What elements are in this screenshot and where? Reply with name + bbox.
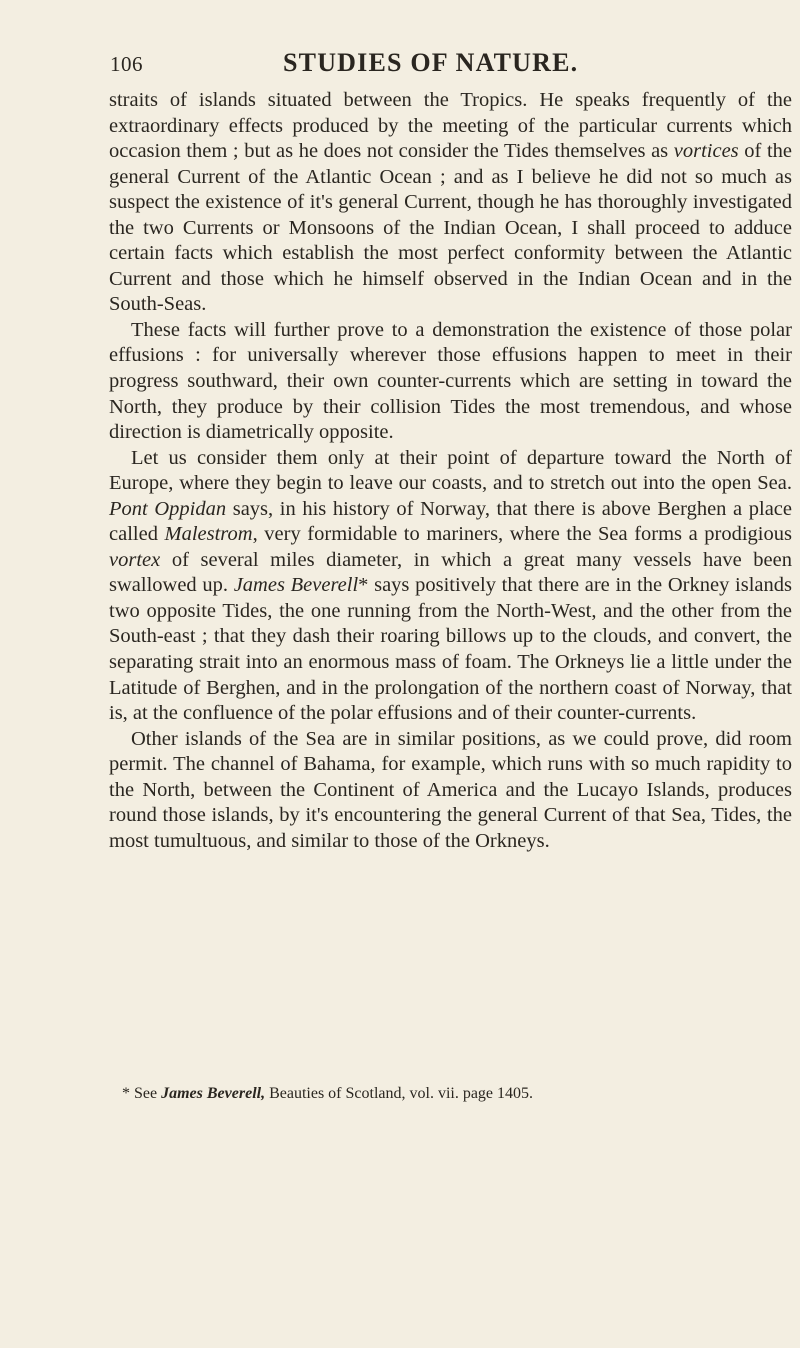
running-head: STUDIES OF NATURE. xyxy=(283,48,579,77)
italic-text: vortices xyxy=(673,140,739,163)
italic-text: Pont Oppidan xyxy=(109,497,227,520)
text-run: Other islands of the Sea are in similar positions, as we could prove, did room permit. The channel of Bahama, for example, which runs with so much rapidity to the North, between the Continent of America and the Lucayo Islands, produces round those islands, by it's encountering the general Current of that Sea, Tides, the most tumultuous, and similar to those of the Orkneys. xyxy=(109,727,792,852)
page-number: 106 xyxy=(110,52,143,76)
paragraph xyxy=(109,318,792,446)
body-text xyxy=(109,88,792,854)
paragraph xyxy=(109,446,792,727)
text-run: of several miles diameter, in which a great many vessels have been swallowed up. xyxy=(109,548,792,597)
page-header xyxy=(0,8,800,77)
footnote xyxy=(122,1084,792,1104)
text-run: of the general Current of the Atlantic Ocean ; and as I believe he did not so much as suspect the existence of it's general Current, though he has thoroughly investigated the two Currents or Monsoons of the Indian Ocean, I shall proceed to adduce certain facts which establish the most perfect conformity between the Atlantic Current and those which he himself observed in the Indian Ocean and in the South-Seas. xyxy=(109,140,792,316)
italic-text: James Beverell xyxy=(233,574,359,597)
text-run: These facts will further prove to a demonstration the existence of those polar effusions : for universally wherever those effusions happen to meet in their progress southward, their own counter-currents which are setting in toward the North, they produce by their collision Tides the most tremendous, and whose direction is diametrically opposite. xyxy=(109,318,792,444)
italic-text: vortex xyxy=(109,548,161,571)
footnote-author: James Beverell, xyxy=(161,1085,266,1102)
italic-text: Malestrom xyxy=(164,523,253,546)
text-run: , very formidable to mariners, where the Sea forms a prodigious xyxy=(252,523,792,546)
footnote-marker: * See xyxy=(122,1085,162,1102)
paragraph xyxy=(109,727,792,855)
text-run: Let us consider them only at their point of departure toward the North of Europe, where they begin to leave our coasts, and to stretch out into the open Sea. xyxy=(109,446,792,495)
footnote-citation: Beauties of Scotland, vol. vii. page 1405. xyxy=(265,1085,534,1102)
text-run: * says positively that there are in the Orkney islands two opposite Tides, the one running from the North-West, and the other from the South-east ; that they dash their roaring billows up to the clouds, and convert, the separating strait into an enormous mass of foam. The Orkneys lie a little under the Latitude of Berghen, and in the prolongation of the northern coast of Norway, that is, at the confluence of the polar effusions and of their counter-currents. xyxy=(109,574,792,725)
paragraph xyxy=(109,88,792,318)
text-run: says, in his history of Norway, that there is above Berghen a place called xyxy=(109,497,793,546)
text-run: straits of islands situated between the Tropics. He speaks frequently of the extraordinary effects produced by the meeting of the particular currents which occasion them ; but as he does not consider the Tides themselves as xyxy=(109,89,792,163)
